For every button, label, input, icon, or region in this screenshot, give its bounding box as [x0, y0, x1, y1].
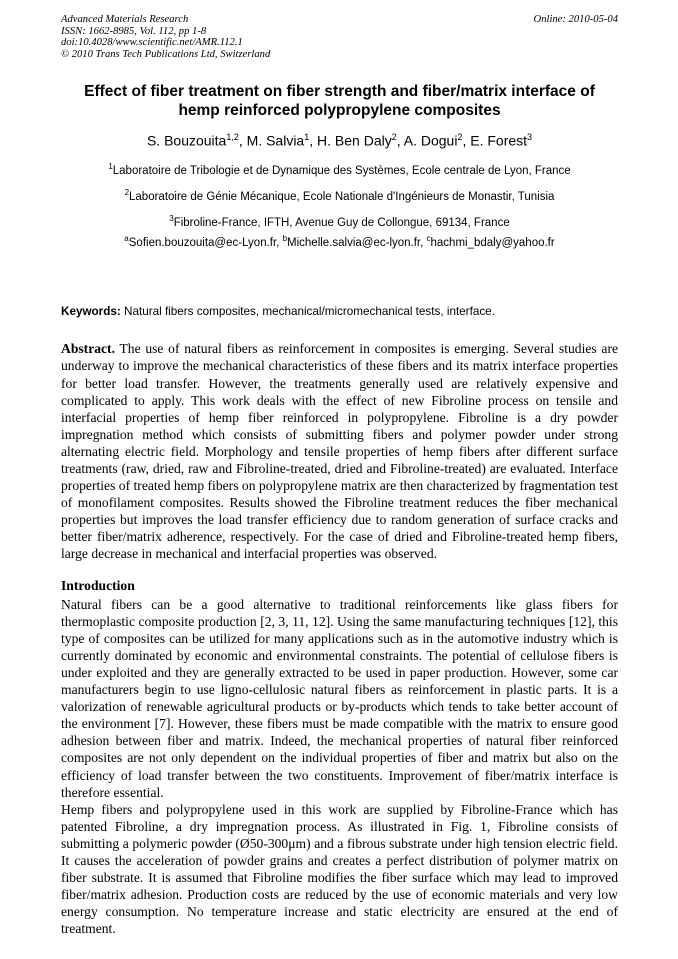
affiliation-superscript: 1	[108, 162, 113, 172]
author-name: , A. Dogui	[396, 133, 458, 150]
abstract-label: Abstract.	[61, 341, 115, 357]
affiliation-text: Fibroline-France, IFTH, Avenue Guy de Collongue, 69134, France	[173, 216, 510, 229]
author-superscript: 2	[391, 132, 397, 143]
copyright-line: © 2010 Trans Tech Publications Ltd, Switzerland	[61, 48, 271, 60]
author-superscript: 2	[457, 132, 463, 143]
email-address: Sofien.bouzouita@ec-Lyon.fr,	[128, 236, 283, 249]
journal-header	[61, 14, 618, 60]
intro-paragraph-1: Natural fibers can be a good alternative to traditional reinforcements like glass fibers for thermoplastic composite production [2, 3, 11, 12]. Using the same manufacturing techniques [12], this type of composites can be utilized for many applications such as in the automotive industry which is currently dominated by economic and environmental constraints. The potential of cellulose fibers is under exploited and they are generally extracted to be used in paper production. However, some car manufacturers begin to use ligno-cellulosic natural fibers as reinforcement in plastic parts. It is a valorization of renewable agricultural products or by-products which tends to take better account of the environment [7]. However, these fibers must be made compatible with the matrix to ensure good adhesion between fiber and matrix. Indeed, the mechanical properties of natural fiber reinforced composites are not only dependent on the individual properties of fiber and matrix but also on the efficiency of load transfer between the two constituents. Improvement of fiber/matrix interface is therefore essential.	[61, 596, 618, 800]
journal-name: Advanced Materials Research	[61, 14, 189, 25]
intro-paragraph-2: Hemp fibers and polypropylene used in this work are supplied by Fibroline-France which has patented Fibroline, a dry impregnation process. As illustrated in Fig. 1, Fibroline consists of submitting a polymeric powder (Ø50-300μm) and a fibrous substrate under high tension electric field. It causes the acceleration of powder grains and creates a perfect distribution of polymer matrix on fiber substrate. It is assumed that Fibroline modifies the fiber surface which may lead to improved fiber/matrix adhesion. Production costs are reduced by the use of economic materials and very low energy consumption. No temperature increase and static electricity are ensured at the end of treatment.	[61, 801, 618, 937]
keywords-line	[61, 305, 618, 319]
keywords-label: Keywords:	[61, 305, 121, 319]
email-address: hachmi_bdaly@yahoo.fr	[430, 236, 555, 249]
affiliation-line	[61, 212, 618, 230]
affiliation-text: Laboratoire de Tribologie et de Dynamique des Systèmes, Ecole centrale de Lyon, France	[112, 164, 571, 177]
keywords-text: Natural fibers composites, mechanical/micromechanical tests, interface.	[124, 305, 495, 319]
affiliation-superscript: 3	[169, 213, 174, 223]
author-superscript: 1,2	[226, 132, 239, 143]
email-address: Michelle.salvia@ec-lyon.fr,	[287, 236, 427, 249]
abstract-paragraph	[61, 340, 618, 562]
author-superscript: 3	[527, 132, 533, 143]
online-date: Online: 2010-05-04	[533, 14, 618, 25]
email-superscript: c	[426, 233, 431, 243]
email-superscript: a	[124, 233, 129, 243]
affiliations-block	[61, 160, 618, 249]
emails-line	[61, 232, 618, 250]
email-superscript: b	[282, 233, 288, 243]
affiliation-text: Laboratoire de Génie Mécanique, Ecole Nationale d'Ingénieurs de Monastir, Tunisia	[129, 190, 555, 203]
authors-line	[61, 129, 618, 150]
author-name: S. Bouzouita	[146, 133, 227, 150]
affiliation-line	[61, 186, 618, 204]
paper-title: Effect of fiber treatment on fiber strength and fiber/matrix interface of hemp reinforced polypropylene composites	[84, 83, 595, 120]
author-name: , H. Ben Daly	[309, 133, 392, 150]
section-heading-introduction: Introduction	[61, 577, 135, 593]
abstract-text: The use of natural fibers as reinforcement in composites is emerging. Several studies are underway to improve the mechanical characteristics of these fibers and its matrix interface properties for better load transfer. However, the treatments generally used are relatively expensive and complicated to apply. This work deals with the effect of new Fibroline process on tensile and interfacial properties of hemp fiber reinforced in polypropylene. Fibroline is a dry powder impregnation method which consists of submitting fibers and polymer powder under strong alternating electric field. Morphology and tensile properties of hemp fibers after different surface treatments (raw, dried, raw and Fibroline-treated, dried and Fibroline-treated) are evaluated. Interface properties of treated hemp fibers on polypropylene matrix are then characterized by fragmentation test of monofilament composites. Results showed the Fibroline treatment reduces the fiber mechanical properties but improves the load transfer efficiency due to random generation of surface cracks and better fiber/matrix adherence, respectively. For the case of dried and Fibroline-treated hemp fibers, large decrease in mechanical and interfacial properties was observed.	[61, 341, 619, 562]
author-name: , M. Salvia	[238, 133, 305, 150]
affiliation-line	[61, 160, 618, 178]
doi-line: doi:10.4028/www.scientific.net/AMR.112.1	[61, 37, 243, 49]
author-superscript: 1	[304, 132, 310, 143]
author-name: , E. Forest	[462, 133, 528, 150]
journal-header-left	[61, 14, 270, 60]
issn-line: ISSN: 1662-8985, Vol. 112, pp 1-8	[61, 25, 207, 37]
affiliation-superscript: 2	[124, 187, 130, 197]
